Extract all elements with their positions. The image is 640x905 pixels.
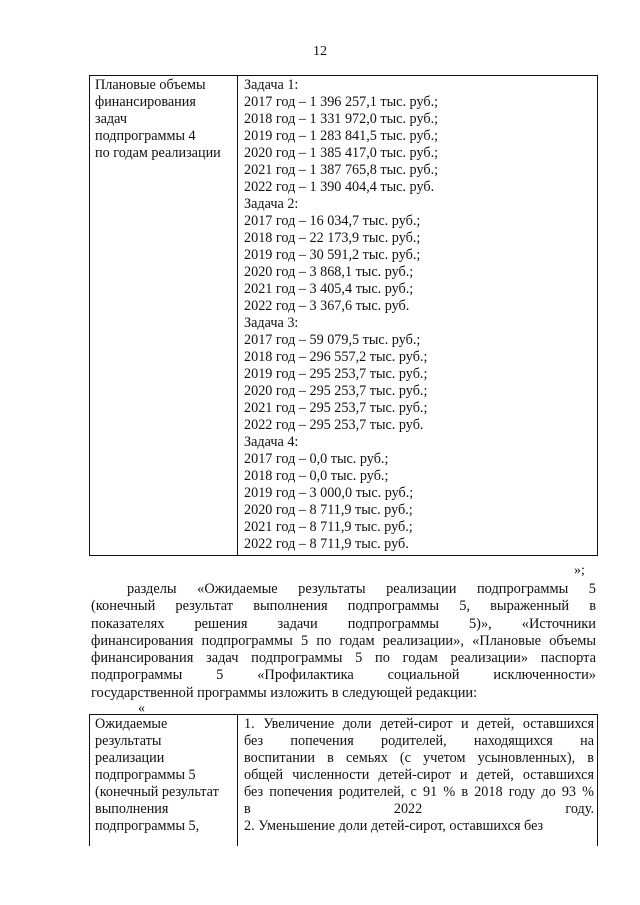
paragraph-line: финансирования подпрограммы 5 по годам реализации», «Плановые объемы: [91, 632, 596, 649]
cell-line: 2021 год – 295 253,7 тыс. руб.;: [244, 400, 428, 416]
paragraph-line: показателях решения задачи подпрограммы 5)», «Источники: [91, 615, 596, 632]
cell-line: без попечения родителей, находящихся на: [244, 733, 594, 749]
cell-line: 2021 год – 3 405,4 тыс. руб.;: [244, 281, 414, 297]
cell-line: Задача 1:: [244, 77, 299, 93]
cell-line: Задача 4:: [244, 434, 299, 450]
paragraph-line: подпрограммы 5 «Профилактика социальной исключенности»: [91, 667, 596, 684]
paragraph-line: (конечный результат выполнения подпрограммы 5, выраженный в: [91, 598, 596, 615]
cell-line: 2017 год – 16 034,7 тыс. руб.;: [244, 213, 421, 229]
cell-line: 2020 год – 3 868,1 тыс. руб.;: [244, 264, 414, 280]
cell-line: задач: [95, 111, 127, 127]
cell-line: финансирования: [95, 94, 196, 110]
row-label-cell: [90, 76, 238, 556]
cell-line: 2022 год – 1 390 404,4 тыс. руб.: [244, 179, 435, 195]
funding-table-subprogram-4: [89, 75, 598, 556]
cell-line: 2022 год – 3 367,6 тыс. руб.: [244, 298, 410, 314]
cell-line: Задача 2:: [244, 196, 299, 212]
cell-line: 2022 год – 8 711,9 тыс. руб.: [244, 536, 409, 552]
cell-line: без попечения родителей, с 91 % в 2018 году до 93 %: [244, 784, 594, 800]
cell-line: подпрограммы 5: [95, 767, 196, 783]
table-row: [90, 76, 598, 556]
cell-line: реализации: [95, 750, 165, 766]
cell-line: Ожидаемые: [95, 716, 168, 732]
cell-line: 2019 год – 30 591,2 тыс. руб.;: [244, 247, 421, 263]
cell-line: 2022 год – 295 253,7 тыс. руб.: [244, 417, 424, 433]
paragraph-line: государственной программы изложить в следующей редакции:: [91, 684, 478, 701]
cell-line: 2. Уменьшение доли детей-сирот, оставшихся без: [244, 818, 544, 834]
cell-line: 2020 год – 295 253,7 тыс. руб.;: [244, 383, 428, 399]
row-value-cell: [238, 715, 598, 847]
results-table-subprogram-5: [89, 714, 598, 846]
paragraph-line: финансирования задач подпрограммы 5 по годам реализации» паспорта: [91, 650, 596, 667]
cell-line: 2017 год – 0,0 тыс. руб.;: [244, 451, 389, 467]
cell-line: Плановые объемы: [95, 77, 206, 93]
cell-line: воспитании в семьях (с учетом усыновленных), в: [244, 750, 594, 766]
page-number: 12: [313, 44, 327, 59]
cell-line: 2019 год – 1 283 841,5 тыс. руб.;: [244, 128, 439, 144]
cell-line: подпрограммы 5,: [95, 818, 200, 834]
body-paragraph: [91, 581, 596, 702]
table-row: [90, 715, 598, 847]
row-label-cell: [90, 715, 238, 847]
cell-line: 2018 год – 22 173,9 тыс. руб.;: [244, 230, 421, 246]
cell-line: результаты: [95, 733, 162, 749]
cell-line: подпрограммы 4: [95, 128, 196, 144]
cell-line: 2019 год – 3 000,0 тыс. руб.;: [244, 485, 414, 501]
cell-line: по годам реализации: [95, 145, 221, 161]
cell-line: выполнения: [95, 801, 169, 817]
cell-line: (конечный результат: [95, 784, 219, 800]
cell-line: в 2022 году.: [244, 801, 594, 817]
paragraph-line: разделы «Ожидаемые результаты реализации подпрограммы 5: [127, 581, 596, 597]
cell-line: 2018 год – 1 331 972,0 тыс. руб.;: [244, 111, 439, 127]
cell-line: 2021 год – 8 711,9 тыс. руб.;: [244, 519, 413, 535]
cell-line: 2021 год – 1 387 765,8 тыс. руб.;: [244, 162, 439, 178]
cell-line: 2017 год – 59 079,5 тыс. руб.;: [244, 332, 421, 348]
opening-quote-mark: «: [138, 701, 145, 716]
row-value-cell: [238, 76, 598, 556]
closing-quote-mark: »;: [574, 563, 585, 578]
cell-line: 2017 год – 1 396 257,1 тыс. руб.;: [244, 94, 439, 110]
cell-line: 1. Увеличение доли детей-сирот и детей, оставшихся: [244, 716, 594, 732]
cell-line: Задача 3:: [244, 315, 299, 331]
cell-line: 2020 год – 8 711,9 тыс. руб.;: [244, 502, 413, 518]
cell-line: 2018 год – 296 557,2 тыс. руб.;: [244, 349, 428, 365]
cell-line: 2019 год – 295 253,7 тыс. руб.;: [244, 366, 428, 382]
cell-line: 2020 год – 1 385 417,0 тыс. руб.;: [244, 145, 439, 161]
cell-line: 2018 год – 0,0 тыс. руб.;: [244, 468, 389, 484]
cell-line: общей численности детей-сирот и детей, оставшихся: [244, 767, 594, 783]
